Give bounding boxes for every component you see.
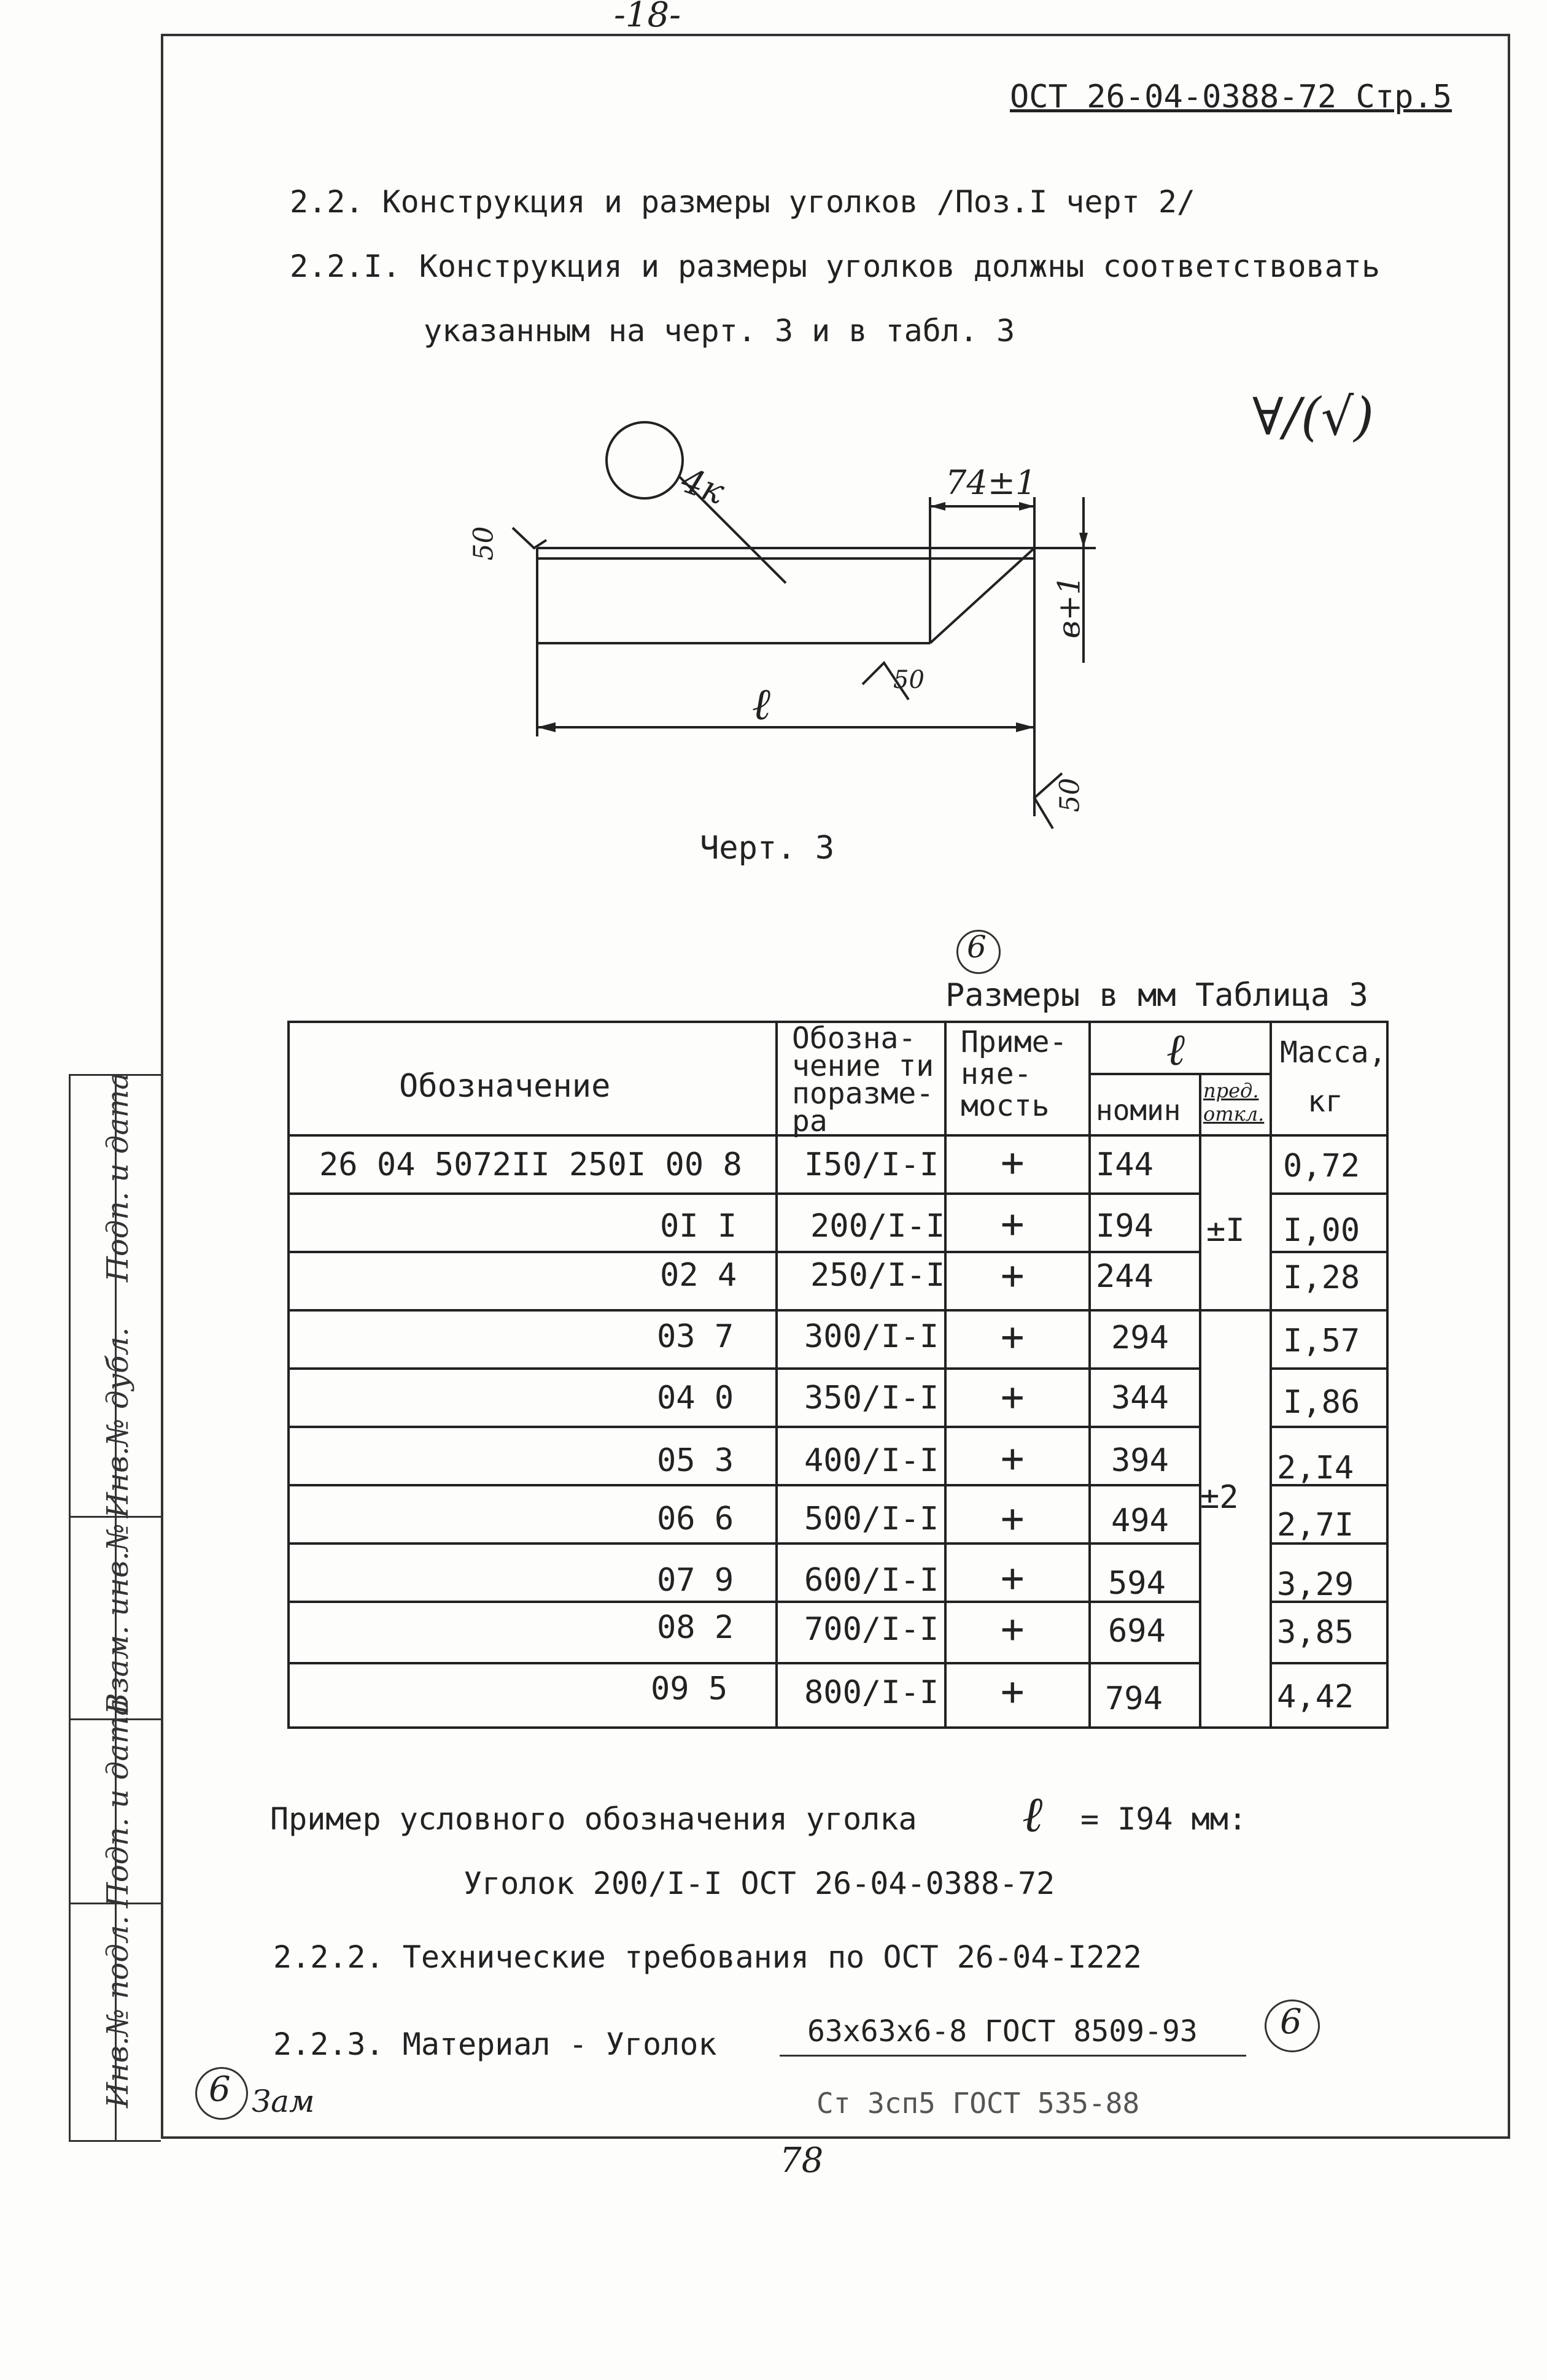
row-designation: 0I I [660,1208,737,1245]
row-designation: 03 7 [657,1318,734,1355]
row-type-size: 800/I-I [804,1674,939,1711]
row-mass: I,57 [1283,1323,1360,1359]
zam-rev-mark: 6 [209,2069,231,2109]
rough-slope-label: 50 [893,666,925,694]
drawing-caption: Черт. 3 [700,830,835,867]
row-mass: 3,85 [1277,1614,1354,1651]
tolerance-group-2: ±2 [1200,1479,1239,1516]
row-designation: 05 3 [657,1442,734,1479]
weld-label: 4к [675,460,730,512]
material-spec: 63х63х6-8 ГОСТ 8509-93 [807,2014,1198,2049]
row-applicability: + [1001,1315,1025,1360]
row-applicability: + [1001,1436,1025,1482]
row-type-size: 700/I-I [804,1611,939,1648]
row-applicability: + [1001,1556,1025,1601]
side-stamp-label-2: Подп. и дата [101,1698,135,1908]
example-line-1: Пример условного обозначения уголка [270,1801,917,1837]
row-type-size: 500/I-I [804,1501,939,1537]
th-mass [1280,1028,1386,1126]
row-type-size: 350/I-I [804,1380,939,1416]
row-nominal: I44 [1096,1146,1153,1183]
row-applicability: + [1001,1669,1025,1715]
row-nominal: 344 [1111,1380,1169,1416]
bottom-page-mark: 78 [780,2141,824,2181]
paragraph-line-2: указанным на черт. 3 и в табл. 3 [424,313,1015,349]
top-page-mark: -18- [614,0,681,35]
row-designation: 09 5 [651,1671,728,1707]
th-nominal: номин [1096,1094,1181,1127]
row-nominal: 594 [1108,1565,1166,1602]
row-nominal: 394 [1111,1442,1169,1479]
row-mass: I,28 [1283,1259,1360,1296]
example-line-2: Уголок 200/I-I ОСТ 26-04-0388-72 [463,1866,1055,1901]
th-tolerance-1: пред. [1203,1079,1259,1102]
row-applicability: + [1001,1496,1025,1542]
th-type-size [792,1021,934,1138]
th-applicability [961,1026,1067,1122]
tolerance-group-1: ±I [1206,1212,1245,1249]
roughness-check-mark: ∀/(√) [1252,387,1374,447]
row-type-size: 300/I-I [804,1318,939,1355]
row-type-size: I50/I-I [804,1146,939,1183]
table-caption: Размеры в мм Таблица 3 [945,977,1368,1014]
row-designation: 26 04 5072II 250I 00 8 [319,1146,742,1183]
row-mass: 2,7I [1277,1507,1354,1544]
row-nominal: 244 [1096,1258,1153,1295]
th-type-size-1: Обозна- [792,1021,917,1056]
row-applicability: + [1001,1375,1025,1420]
row-nominal: I94 [1096,1208,1153,1245]
row-mass: 3,29 [1277,1566,1354,1603]
row-nominal: 794 [1105,1680,1163,1717]
row-type-size: 600/I-I [804,1562,939,1599]
row-designation: 08 2 [657,1609,734,1646]
material-underline [780,2055,1246,2057]
row-applicability: + [1001,1202,1025,1247]
th-applicability-3: мость [961,1089,1050,1123]
side-stamp-label-4: Инв.№ дубл. [101,1327,135,1518]
th-applicability-1: Приме- [961,1025,1068,1059]
side-stamp-label-1: Инв.№ подл. [101,1915,135,2108]
dim-side-label: в+1 [1051,575,1087,639]
row-nominal: 694 [1108,1613,1166,1650]
requirement-2-2-2: 2.2.2. Технические требования по ОСТ 26-04-I222 [273,1939,1142,1975]
row-designation: 06 6 [657,1501,734,1537]
row-mass: 0,72 [1283,1148,1360,1184]
paragraph-line-1: 2.2.I. Конструкция и размеры уголков должны соответствовать [290,249,1381,284]
row-applicability: + [1001,1253,1025,1299]
th-mass-2: кг [1308,1084,1343,1119]
row-mass: I,00 [1283,1212,1360,1249]
example-l-value: = I94 мм: [1080,1801,1247,1837]
row-mass: 2,I4 [1277,1450,1354,1486]
side-stamp-label-5: Подп. и дата [101,1072,135,1282]
rough-bottom-label: 50 [1054,778,1086,813]
th-tolerance [1203,1079,1264,1126]
dim-length-label: ℓ [752,678,770,730]
row-designation: 07 9 [657,1562,734,1599]
rough-left-label: 50 [468,526,500,561]
material-rev-mark: 6 [1280,2002,1302,2042]
row-type-size: 400/I-I [804,1442,939,1479]
section-title: 2.2. Конструкция и размеры уголков /Поз.I черт 2/ [290,184,1196,220]
side-stamp-label-3: Взам. инв.№ [101,1523,135,1715]
row-applicability: + [1001,1607,1025,1652]
row-applicability: + [1001,1140,1025,1186]
th-designation: Обозначение [399,1068,611,1105]
row-designation: 02 4 [660,1257,737,1294]
row-nominal: 494 [1111,1502,1169,1539]
th-applicability-2: няе- [961,1057,1032,1091]
table-rev-mark: 6 [967,929,987,965]
th-tolerance-2: откл. [1203,1102,1265,1126]
th-type-size-4: ра [792,1104,828,1138]
document-header: ОСТ 26-04-0388-72 Стр.5 [1010,79,1452,115]
example-l-symbol: ℓ [1022,1786,1043,1843]
th-mass-1: Масса, [1280,1035,1387,1070]
zam-text: Зам [252,2084,315,2119]
steel-spec: Ст 3сп5 ГОСТ 535-88 [816,2087,1140,2120]
dim-top-label: 74±1 [945,463,1037,502]
th-length: ℓ [1166,1024,1185,1075]
row-designation: 04 0 [657,1380,734,1416]
row-type-size: 200/I-I [810,1208,945,1245]
th-type-size-2: чение ти [792,1049,934,1083]
row-nominal: 294 [1111,1319,1169,1356]
row-mass: 4,42 [1277,1679,1354,1715]
row-mass: I,86 [1283,1384,1360,1421]
row-type-size: 250/I-I [810,1257,945,1294]
th-type-size-3: поразме- [792,1076,934,1111]
requirement-2-2-3-label: 2.2.3. Материал - Уголок [273,2026,717,2062]
